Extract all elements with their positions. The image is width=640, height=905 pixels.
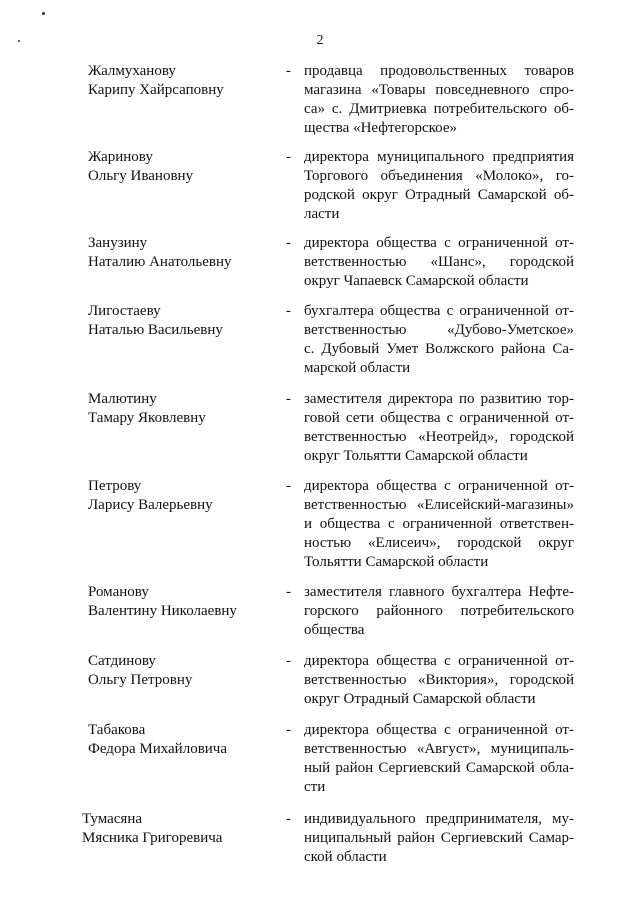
position-description xyxy=(304,302,574,378)
surname: Тумасяна xyxy=(82,811,143,827)
description-line: заместителя главного бухгалтера Нефте- xyxy=(304,584,574,600)
person-name xyxy=(88,652,268,690)
description-line: ветственностью «Неотрейд», городской xyxy=(304,429,574,445)
description-line: ветственностью «Дубово-Уметское» xyxy=(304,322,574,338)
position-description xyxy=(304,234,574,291)
given-names: Ольгу Ивановну xyxy=(88,168,194,184)
position-description xyxy=(304,477,574,572)
dash-separator: - xyxy=(286,303,291,319)
description-line: директора общества с ограниченной от- xyxy=(304,478,574,494)
dash-separator: - xyxy=(286,63,291,79)
person-name xyxy=(82,810,262,848)
description-line: ветственностью «Елисейский-магазины» xyxy=(304,497,574,513)
description-line: директора общества с ограниченной от- xyxy=(304,722,574,738)
surname: Табакова xyxy=(88,722,146,738)
position-description xyxy=(304,721,574,797)
person-name xyxy=(88,477,268,515)
description-line: магазина «Товары повседневного спро- xyxy=(304,82,574,98)
given-names: Мясника Григоревича xyxy=(82,830,223,846)
person-name xyxy=(88,62,268,100)
given-names: Федора Михайловича xyxy=(88,741,227,757)
description-line: директора общества с ограниченной от- xyxy=(304,653,574,669)
surname: Сатдинову xyxy=(88,653,156,669)
given-names: Ольгу Петровну xyxy=(88,672,193,688)
person-name xyxy=(88,302,268,340)
dash-separator: - xyxy=(286,722,291,738)
description-line: ный район Сергиевский Самарской обла- xyxy=(304,760,574,776)
description-line: бухгалтера общества с ограниченной от- xyxy=(304,303,574,319)
description-line: родской округ Отрадный Самарской об- xyxy=(304,187,574,203)
description-line: директора общества с ограниченной от- xyxy=(304,235,574,251)
dash-separator: - xyxy=(286,811,291,827)
description-line: и общества с ограниченной ответствен- xyxy=(304,516,574,532)
description-line: округ Отрадный Самарской области xyxy=(304,691,536,707)
dash-separator: - xyxy=(286,584,291,600)
given-names: Валентину Николаевну xyxy=(88,603,237,619)
given-names: Ларису Валерьевну xyxy=(88,497,213,513)
description-line: общества xyxy=(304,622,365,638)
description-line: ветственностью «Август», муниципаль- xyxy=(304,741,574,757)
description-line: индивидуального предпринимателя, му- xyxy=(304,811,574,827)
description-line: Торгового объединения «Молоко», го- xyxy=(304,168,574,184)
description-line: директора муниципального предприятия xyxy=(304,149,574,165)
position-description xyxy=(304,583,574,640)
description-line: марской области xyxy=(304,360,411,376)
position-description xyxy=(304,62,574,138)
scan-speck xyxy=(42,12,45,15)
description-line: са» с. Дмитриевка потребительского об- xyxy=(304,101,574,117)
surname: Лигостаеву xyxy=(88,303,161,319)
dash-separator: - xyxy=(286,391,291,407)
given-names: Наталью Васильевну xyxy=(88,322,223,338)
surname: Жаринову xyxy=(88,149,153,165)
dash-separator: - xyxy=(286,478,291,494)
description-line: ветственностью «Шанс», городской xyxy=(304,254,574,270)
description-line: сти xyxy=(304,779,326,795)
person-name xyxy=(88,583,268,621)
given-names: Наталию Анатольевну xyxy=(88,254,232,270)
surname: Малютину xyxy=(88,391,157,407)
dash-separator: - xyxy=(286,235,291,251)
position-description xyxy=(304,148,574,224)
description-line: округ Тольятти Самарской области xyxy=(304,448,528,464)
person-name xyxy=(88,390,268,428)
surname: Романову xyxy=(88,584,149,600)
person-name xyxy=(88,234,268,272)
surname: Петрову xyxy=(88,478,142,494)
position-description xyxy=(304,390,574,466)
description-line: горского районного потребительского xyxy=(304,603,574,619)
person-name xyxy=(88,148,268,186)
description-line: ностью «Елисеич», городской округ xyxy=(304,535,574,551)
dash-separator: - xyxy=(286,149,291,165)
description-line: говой сети общества с ограниченной от- xyxy=(304,410,574,426)
description-line: ской области xyxy=(304,849,387,865)
description-line: округ Чапаевск Самарской области xyxy=(304,273,529,289)
description-line: с. Дубовый Умет Волжского района Са- xyxy=(304,341,574,357)
description-line: ласти xyxy=(304,206,340,222)
surname: Занузину xyxy=(88,235,148,251)
description-line: Тольятти Самарской области xyxy=(304,554,489,570)
description-line: продавца продовольственных товаров xyxy=(304,63,574,79)
page-number: 2 xyxy=(316,33,324,48)
given-names: Тамару Яковлевну xyxy=(88,410,206,426)
given-names: Карипу Хайрсаповну xyxy=(88,82,224,98)
surname: Жалмуханову xyxy=(88,63,176,79)
position-description xyxy=(304,810,574,867)
person-name xyxy=(88,721,268,759)
position-description xyxy=(304,652,574,709)
description-line: ветственностью «Виктория», городской xyxy=(304,672,574,688)
description-line: заместителя директора по развитию тор- xyxy=(304,391,574,407)
dash-separator: - xyxy=(286,653,291,669)
description-line: ниципальный район Сергиевский Самар- xyxy=(304,830,574,846)
description-line: щества «Нефтегорское» xyxy=(304,120,457,136)
